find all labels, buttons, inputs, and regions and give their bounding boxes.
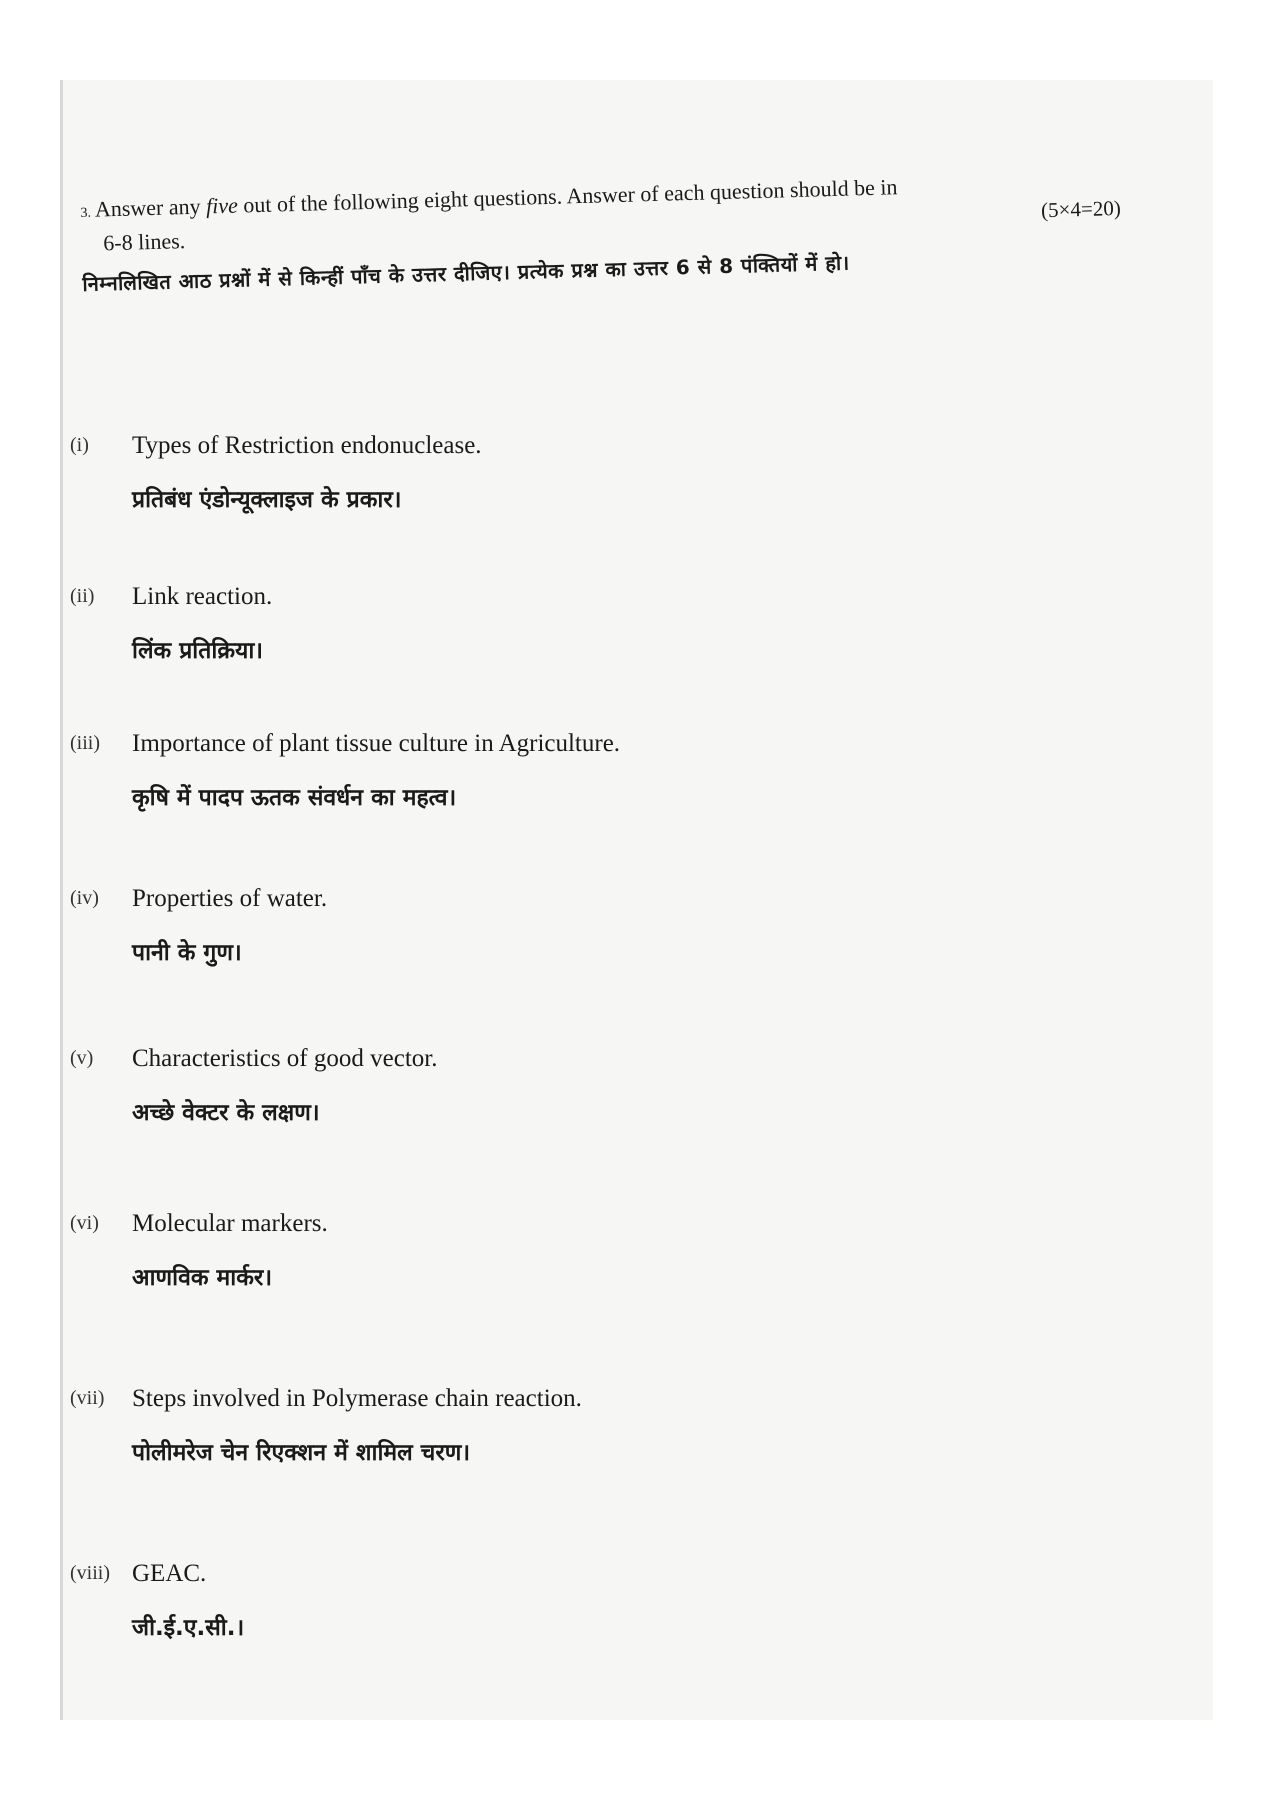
question-hindi: लिंक प्रतिक्रिया।: [132, 638, 264, 664]
question-roman-numeral: (ii): [70, 585, 95, 607]
question-roman-numeral: (iii): [70, 732, 100, 754]
question-hindi: कृषि में पादप ऊतक संवर्धन का महत्व।: [132, 785, 457, 811]
instruction-text-post: out of the following eight questions. Answer of each question should be in: [237, 174, 898, 218]
question-english: Importance of plant tissue culture in Agriculture.: [132, 730, 621, 757]
question-number: 3.: [80, 205, 92, 221]
question-roman-numeral: (vii): [70, 1387, 105, 1409]
question-english: Properties of water.: [132, 885, 328, 912]
instruction-hindi-text: निम्नलिखित आठ प्रश्नों में से किन्हीं पाँच के उत्तर दीजिए। प्रत्येक प्रश्न का उत्तर 6 से 8 पंक्तियों में हो।: [82, 250, 850, 296]
instruction-text-italic: five: [205, 192, 239, 219]
question-english: Characteristics of good vector.: [132, 1045, 438, 1072]
question-hindi: प्रतिबंध एंडोन्यूक्लाइज के प्रकार।: [132, 487, 402, 513]
question-english: Molecular markers.: [132, 1210, 328, 1237]
question-roman-numeral: (v): [70, 1047, 94, 1069]
marks-allocation: (5×4=20): [1040, 195, 1122, 223]
question-english: Steps involved in Polymerase chain reaction.: [132, 1385, 582, 1412]
question-english: Types of Restriction endonuclease.: [132, 432, 482, 459]
question-hindi: पानी के गुण।: [132, 940, 242, 966]
question-hindi: अच्छे वेक्टर के लक्षण।: [132, 1100, 320, 1126]
question-hindi: आणविक मार्कर।: [132, 1265, 273, 1291]
question-roman-numeral: (viii): [70, 1562, 110, 1584]
question-hindi: पोलीमरेज चेन रिएक्शन में शामिल चरण।: [132, 1440, 471, 1466]
question-roman-numeral: (iv): [70, 887, 99, 909]
instruction-lines-note: 6-8 lines.: [102, 228, 186, 256]
question-english: Link reaction.: [132, 583, 273, 610]
instruction-text-pre: Answer any: [94, 193, 207, 222]
question-english: GEAC.: [132, 1560, 207, 1587]
question-roman-numeral: (i): [70, 434, 89, 456]
question-roman-numeral: (vi): [70, 1212, 99, 1234]
question-hindi: जी.ई.ए.सी.।: [132, 1615, 245, 1641]
